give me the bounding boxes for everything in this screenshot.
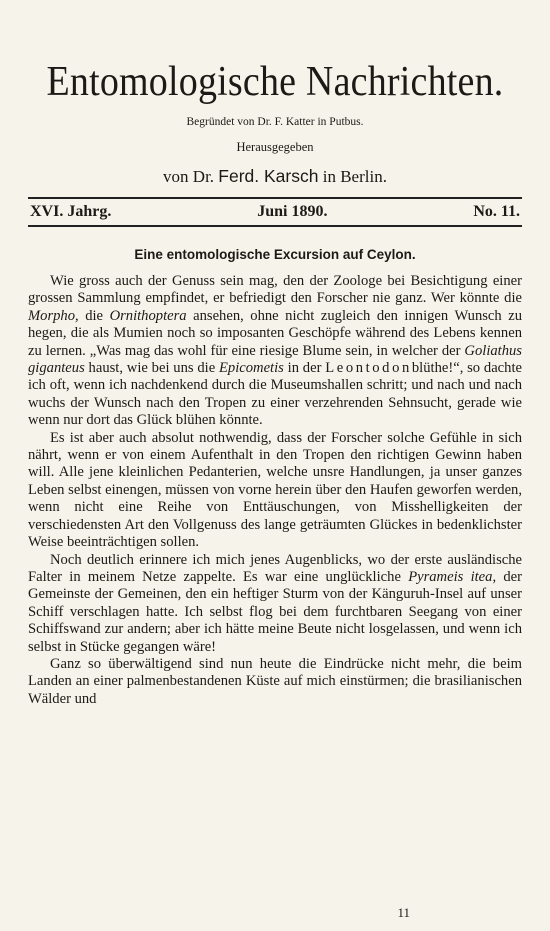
founder-line: Begründet von Dr. F. Katter in Putbus. bbox=[186, 116, 364, 128]
journal-title: Entomologische Nachrichten. bbox=[46, 58, 504, 106]
editor-suffix: in Berlin. bbox=[322, 167, 387, 186]
paragraph-3 bbox=[28, 552, 522, 656]
species-epicometis: Epicometis bbox=[219, 360, 284, 377]
p3-text-a: Noch deutlich erinnere ich mich jenes Augenblicks, wo der erste ausländische Falter in meinem Netze zappelte. Es war eine unglückliche bbox=[28, 551, 522, 585]
p1-text-c: ansehen, ohne nicht zugleich den innigen Wunsch zu hegen, die als Mumien noch so imposanten Geschöpfe während des Lebens kennen zu lernen. „Was mag das wohl für eine riesige Blume sein, in welcher der bbox=[28, 307, 522, 359]
p1-text-b: , die bbox=[75, 307, 110, 324]
issue-volume: XVI. Jahrg. bbox=[30, 203, 112, 220]
p3-text-b: , der Gemeinste der Gemeinen, den ein heftiger Sturm von der Känguruh-Insel auf unser Schiff verschlagen hatte. Ich selbst flog bei dem furchtbaren Seegang von einer Schiffswand zur andern; aber ich hätte meine Beute nicht losgelassen, und wenn ich selbst in Stücke gegangen wäre! bbox=[28, 568, 522, 655]
issue-date: Juni 1890. bbox=[257, 203, 328, 220]
p1-text-d: haust, wie bei uns die bbox=[84, 360, 219, 377]
species-morpho: Morpho bbox=[28, 307, 76, 324]
issue-number: No. 11. bbox=[473, 203, 520, 220]
p1-text-a: Wie gross auch der Genuss sein mag, den der Zoologe bei Besichtigung einer grossen Sammlung empfindet, er befriedigt den Forscher nie ganz. Wer könnte die bbox=[28, 273, 522, 307]
species-goliathus: Goliathus giganteus bbox=[28, 342, 522, 377]
spaced-leontodon: Leontodon bbox=[325, 360, 412, 377]
paragraph-1 bbox=[28, 273, 522, 430]
article-title: Eine entomologische Excursion auf Ceylon. bbox=[134, 247, 416, 262]
paragraph-4: Ganz so überwältigend sind nun heute die Eindrücke nicht mehr, die beim Landen an einer palmenbestandenen Küste auf mich einstürmen; die brasilianischen Wälder und bbox=[28, 655, 522, 707]
editor-prefix: von Dr. bbox=[163, 167, 215, 186]
masthead bbox=[28, 58, 522, 188]
p1-text-f: blüthe!“, so dachte ich oft, wenn ich nachdenkend durch die Museumshallen schritt; und nach und nach wuchs der Wunsch nach den Tropen zu einer verzehrenden Sehnsucht, gerade wie wenn nur dort das Glück blühen könnte. bbox=[28, 360, 522, 429]
publisher-label: Herausgegeben bbox=[236, 140, 314, 154]
species-pyrameis: Pyrameis itea bbox=[408, 568, 493, 585]
editor-name: Ferd. Karsch bbox=[218, 166, 319, 186]
species-ornithoptera: Ornithoptera bbox=[109, 307, 187, 324]
issue-line bbox=[28, 199, 522, 225]
editor-line bbox=[28, 165, 522, 188]
page-number: 11 bbox=[397, 905, 410, 920]
p1-text-e: in der bbox=[283, 360, 326, 377]
paragraph-2: Es ist aber auch absolut nothwendig, dass der Forscher solche Gefühle in sich nährt, wenn er von einem Aufenthalt in den Tropen den richtigen Gewinn haben will. Alle jene kleinlichen Pedanterien, welche unsre Handlungen, ja unser ganzes Leben selbst einengen, müssen von vorne herein über den Haufen geworfen werden, wenn nicht eine Reihe von Enttäuschungen, von Misshelligkeiten der verschiedensten Art den Vollgenuss des lange geträumten Glückes in bedenklichster Weise beeinträchtigen sollen. bbox=[28, 429, 522, 551]
header-rule-bottom bbox=[28, 225, 522, 227]
